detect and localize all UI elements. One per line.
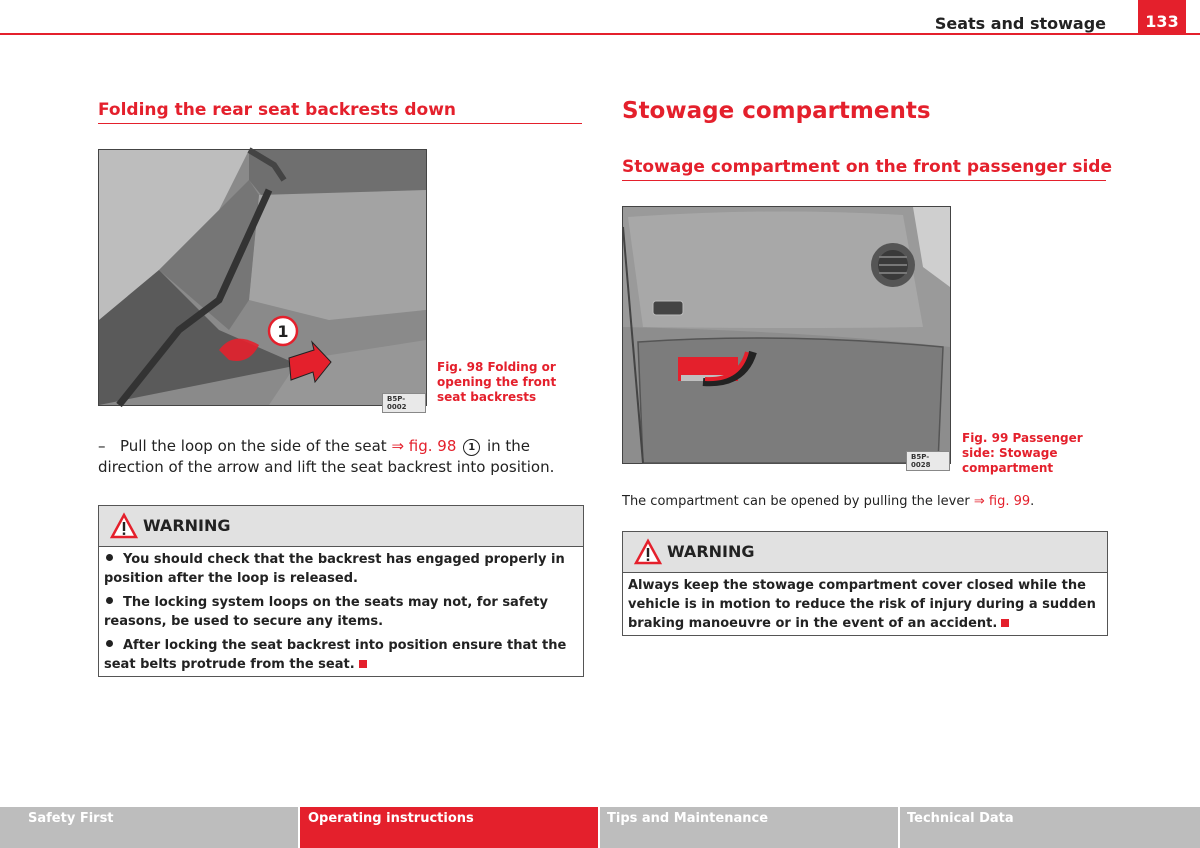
callout-1-inline-icon: 1: [463, 439, 480, 456]
warning-header: [99, 506, 583, 547]
warning-triangle-icon: [635, 539, 661, 565]
end-marker-icon: [1001, 619, 1009, 627]
warning-triangle-icon: [111, 513, 137, 539]
page-number: 133: [1138, 0, 1186, 35]
figure-code: B5P-0028: [906, 451, 950, 471]
warning-title: WARNING: [143, 516, 231, 535]
end-marker-icon: [359, 660, 367, 668]
warning-box-left: [98, 505, 584, 677]
nav-tab-safety-first[interactable]: Safety First: [0, 807, 298, 848]
heading-rule: [98, 123, 582, 124]
warning-item: After locking the seat backrest into position ensure that the seat belts protrude from the seat.: [104, 638, 567, 672]
bullet-icon: [106, 597, 113, 604]
svg-text:1: 1: [277, 322, 289, 341]
header-rule: [0, 33, 1200, 35]
rear-seat-illustration: [99, 150, 426, 405]
nav-tab-operating-instructions[interactable]: Operating instructions: [300, 807, 598, 848]
heading-folding-backrests: Folding the rear seat backrests down: [98, 100, 457, 120]
figure-98-rear-seat: [98, 149, 427, 411]
warning-box-right: [622, 531, 1108, 636]
figure-98-caption: Fig. 98 Folding or opening the front seat backrests: [437, 360, 557, 404]
fig-98-link[interactable]: ⇒ fig. 98: [391, 437, 457, 455]
heading-stowage-compartments: Stowage compartments: [622, 98, 931, 124]
bullet-icon: [106, 640, 113, 647]
warning-item: The locking system loops on the seats may not, for safety reasons, be used to secure any items.: [104, 595, 548, 629]
figure-99-caption: Fig. 99 Passenger side: Stowage compartment: [962, 431, 1083, 475]
warning-item: You should check that the backrest has engaged properly in position after the loop is released.: [104, 552, 565, 586]
nav-tab-technical-data[interactable]: Technical Data: [900, 807, 1200, 848]
nav-tab-tips-maintenance[interactable]: Tips and Maintenance: [600, 807, 898, 848]
warning-body: Always keep the stowage compartment cover closed while the vehicle is in motion to reduce the risk of injury during a sudden braking manoeuvre or in the event of an accident.: [628, 578, 1096, 631]
warning-body: [99, 547, 583, 676]
running-header: Seats and stowage: [934, 14, 1106, 33]
figure-99-glovebox: [622, 206, 951, 469]
figure-code: B5P-0002: [382, 393, 426, 413]
heading-rule: [622, 180, 1106, 181]
glovebox-illustration: [623, 207, 950, 463]
warning-header: [623, 532, 1107, 573]
instruction-text: – Pull the loop on the side of the seat ⇒ fig. 98 1 in the direction of the arrow and lift the seat backrest into position.: [98, 437, 555, 476]
heading-passenger-compartment: Stowage compartment on the front passenger side: [622, 157, 1112, 177]
bullet-icon: [106, 554, 113, 561]
warning-title: WARNING: [667, 542, 755, 561]
fig-99-link[interactable]: ⇒ fig. 99: [973, 494, 1031, 509]
compartment-text: The compartment can be opened by pulling the lever ⇒ fig. 99.: [622, 494, 1035, 509]
